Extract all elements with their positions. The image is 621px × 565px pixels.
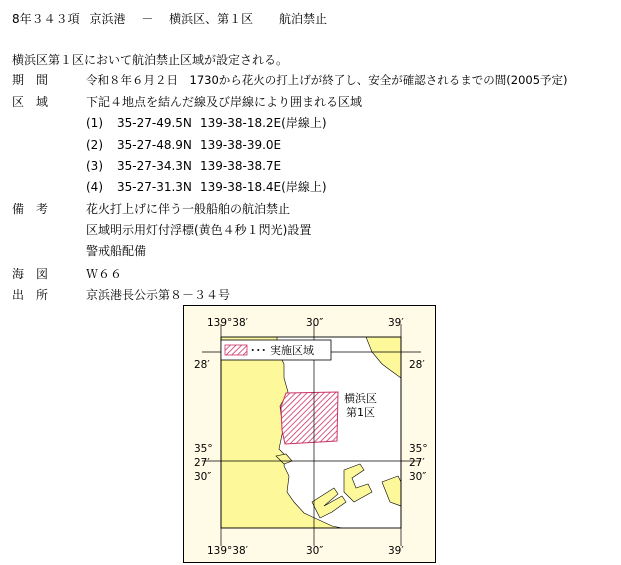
point-latitude: 35-27-48.9N — [117, 138, 192, 152]
lat-label-mid: 27′ — [409, 457, 425, 469]
point-longitude: 139-38-18.4E(岸線上) — [200, 180, 327, 194]
restricted-area — [281, 392, 338, 444]
point-latitude: 35-27-31.3N — [117, 180, 192, 194]
lat-label-top: 28′ — [409, 359, 425, 371]
lon-label-right: 39′ — [388, 317, 404, 329]
point-number: (3) — [86, 159, 103, 173]
area-map — [183, 305, 436, 563]
legend-label: ･･･ 実施区域 — [250, 344, 314, 357]
point-number: (2) — [86, 138, 103, 152]
region-label: 区 域 — [12, 95, 49, 109]
notice-number: 8年３４３項 — [12, 12, 80, 26]
lat-label-deg: 35° — [409, 443, 428, 455]
point-longitude: 139-38-39.0E — [200, 138, 282, 152]
point-number: (1) — [86, 116, 103, 130]
header-dash: － — [141, 12, 154, 26]
place-label: 第1区 — [346, 406, 375, 419]
lon-label-left: 139°38′ — [207, 317, 249, 329]
lon-label-left: 139°38′ — [207, 545, 249, 557]
place-label: 横浜区 — [344, 392, 377, 405]
lat-label-bottom: 30″ — [194, 471, 212, 483]
point-latitude: 35-27-34.3N — [117, 159, 192, 173]
area-name: 横浜区、第１区 — [169, 12, 254, 26]
lat-label-deg: 35° — [194, 443, 213, 455]
chart-label: 海 図 — [12, 267, 49, 281]
legend-swatch — [225, 345, 247, 355]
remarks-label: 備 考 — [12, 202, 49, 216]
remarks-line: 区域明示用灯付浮標(黄色４秒１閃光)設置 — [86, 223, 312, 237]
notice-title: 航泊禁止 — [279, 12, 328, 26]
period-text: 令和８年６月２日 1730から花火の打上げが終了し、安全が確認されるまでの間(2005予定) — [86, 73, 568, 87]
point-longitude: 139-38-18.2E(岸線上) — [200, 116, 327, 130]
intro-text: 横浜区第１区において航泊禁止区域が設定される。 — [12, 53, 289, 67]
lat-label-top: 28′ — [194, 359, 210, 371]
notice-header — [12, 11, 327, 27]
source-value: 京浜港長公示第８－３４号 — [86, 288, 231, 302]
lon-label-mid: 30″ — [306, 317, 324, 329]
region-text: 下記４地点を結んだ線及び岸線により囲まれる区域 — [86, 95, 363, 109]
lon-label-mid: 30″ — [306, 545, 324, 557]
period-label: 期 間 — [12, 73, 49, 87]
lon-label-right: 39′ — [388, 545, 404, 557]
point-latitude: 35-27-49.5N — [117, 116, 192, 130]
point-longitude: 139-38-38.7E — [200, 159, 282, 173]
remarks-line: 警戒船配備 — [86, 244, 147, 258]
port-name: 京浜港 — [89, 12, 126, 26]
area-map-svg — [184, 306, 435, 562]
remarks-line: 花火打上げに伴う一般船舶の航泊禁止 — [86, 202, 291, 216]
source-label: 出 所 — [12, 288, 49, 302]
point-number: (4) — [86, 180, 103, 194]
lat-label-mid: 27′ — [194, 457, 210, 469]
lat-label-bottom: 30″ — [409, 471, 427, 483]
chart-value: Ｗ６６ — [86, 267, 123, 281]
